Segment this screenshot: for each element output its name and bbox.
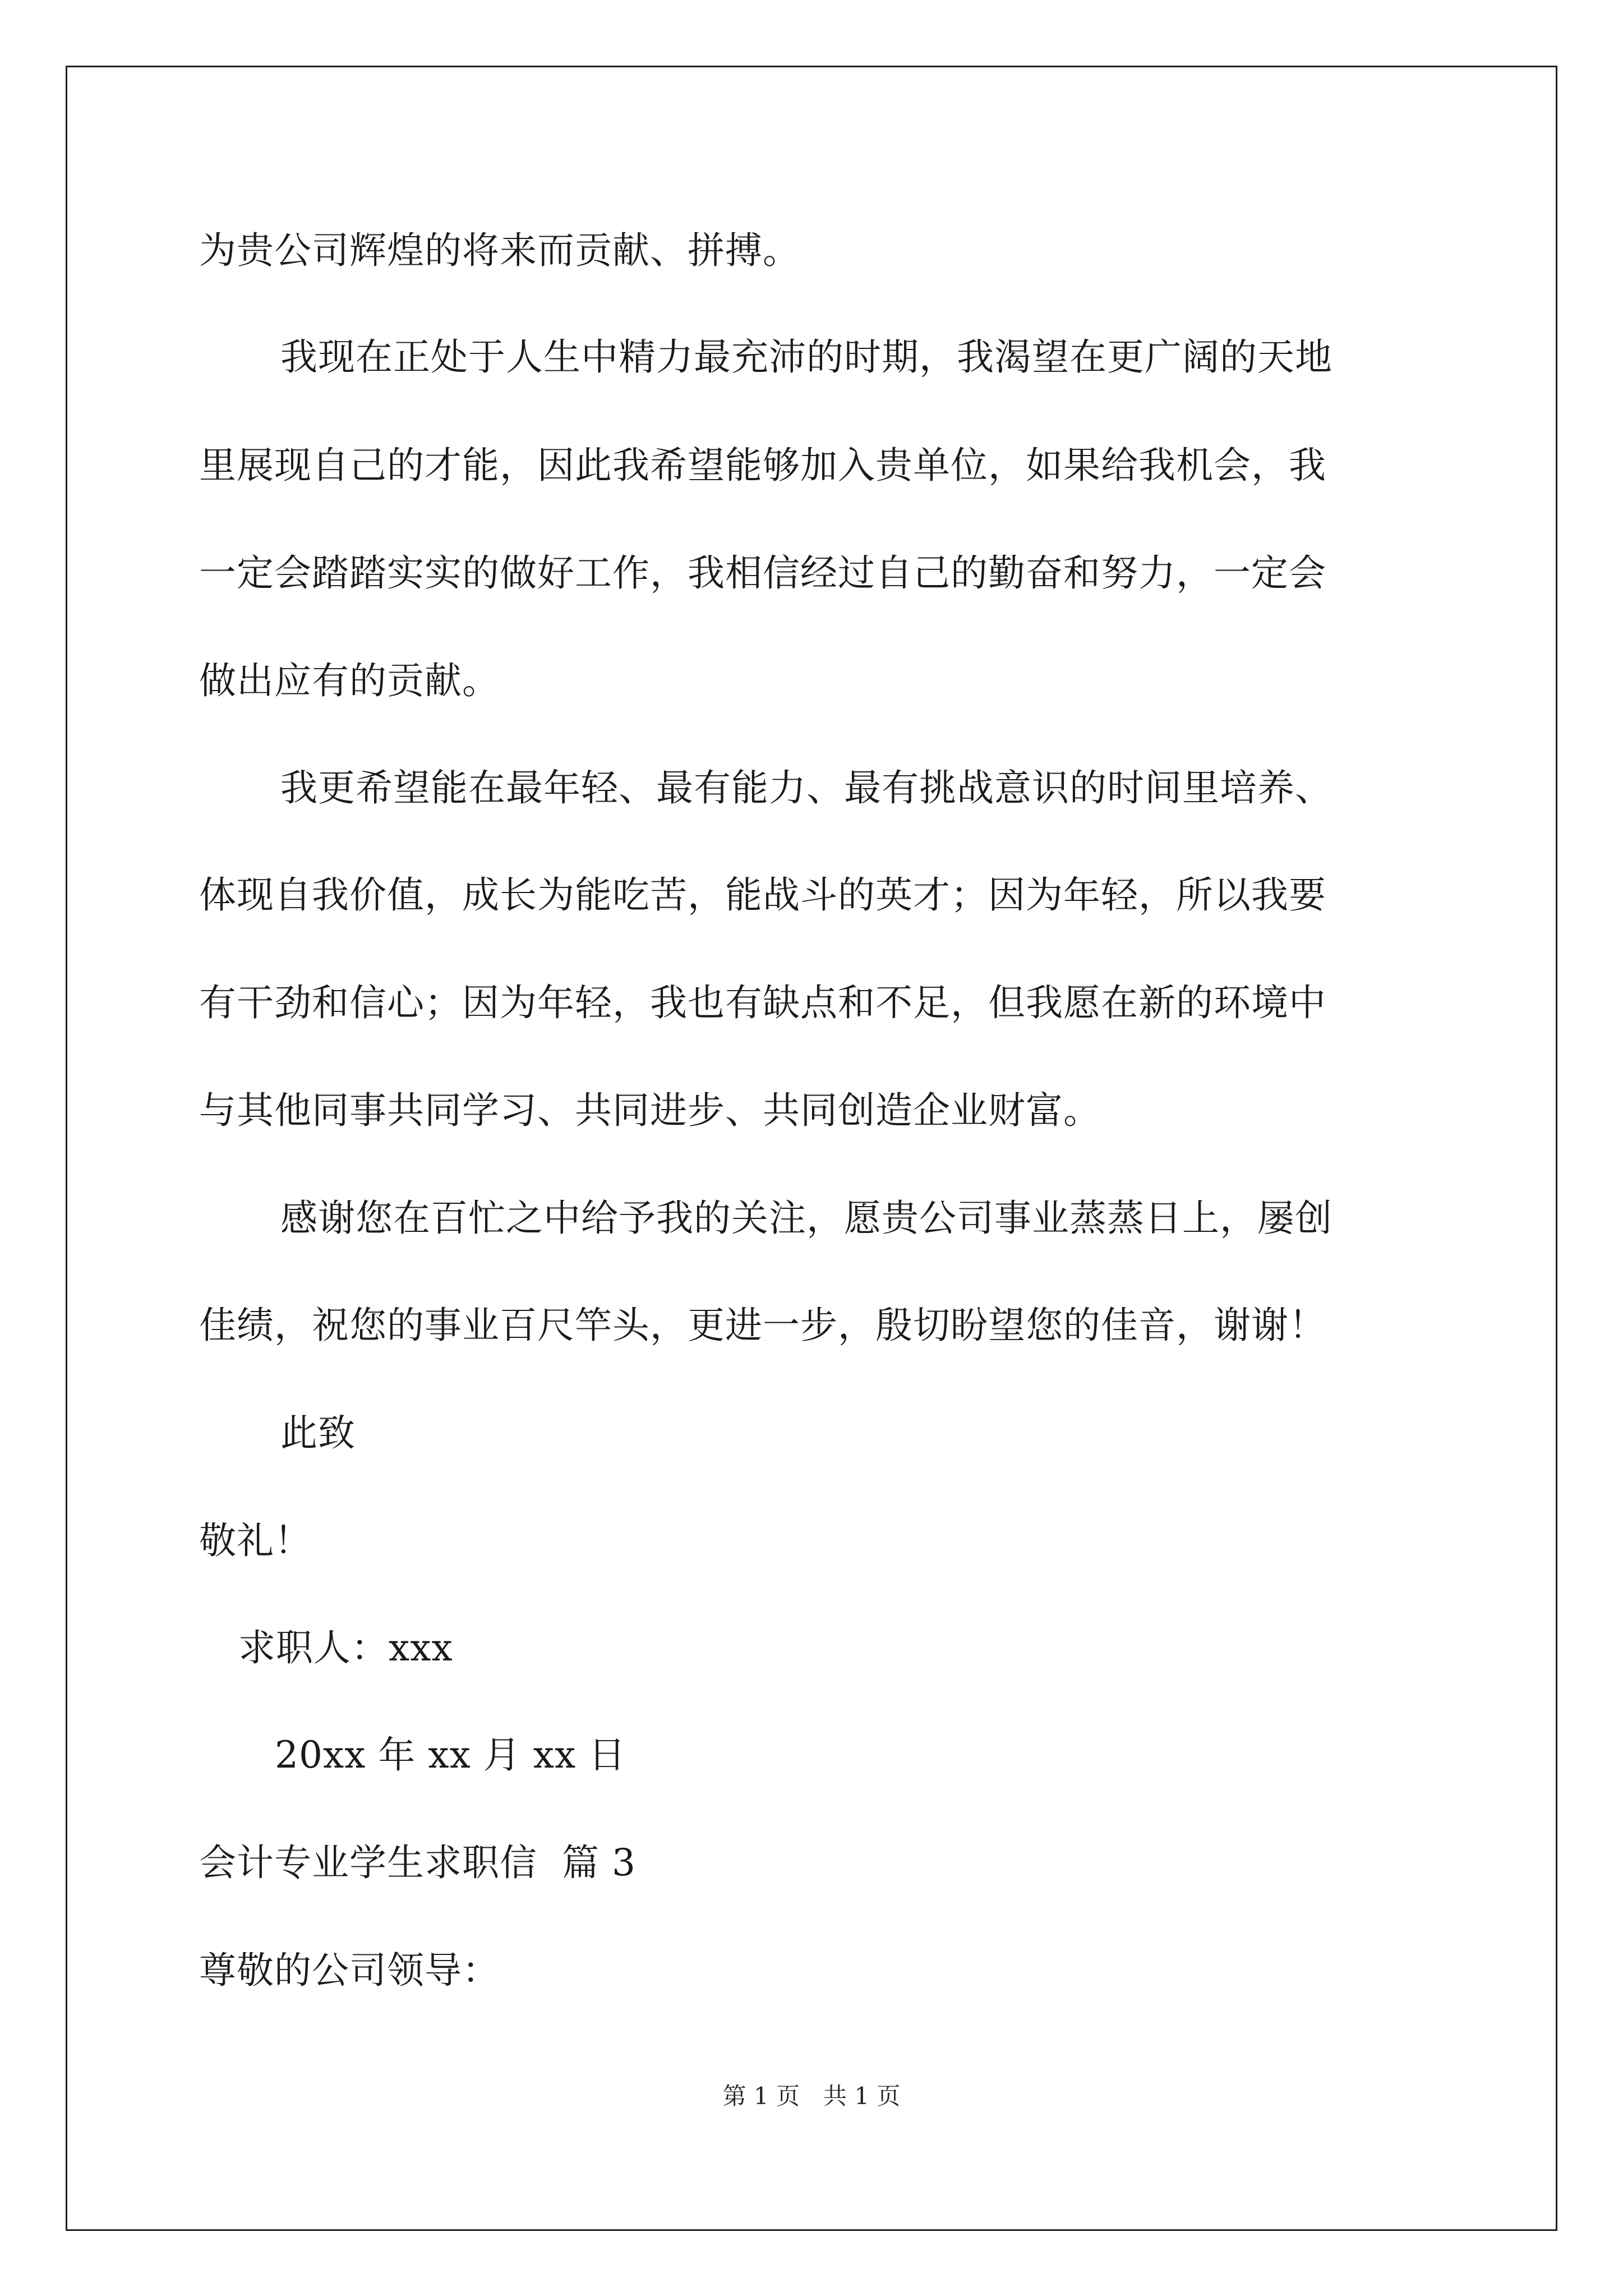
paragraph-3-line-4: 与其他同事共同学习、共同进步、共同创造企业财富。 bbox=[199, 1089, 1101, 1132]
section-heading: 会计专业学生求职信 篇 3 bbox=[199, 1841, 636, 1884]
footer-page-number: 第 1 页 bbox=[722, 2082, 800, 2110]
footer-total-pages: 共 1 页 bbox=[823, 2082, 901, 2110]
paragraph-4-line-2: 佳绩，祝您的事业百尺竿头，更进一步，殷切盼望您的佳音，谢谢！ bbox=[199, 1304, 1326, 1347]
signature-date: 20xx 年 xx 月 xx 日 bbox=[275, 1733, 626, 1777]
paragraph-2-line-2: 里展现自己的才能，因此我希望能够加入贵单位，如果给我机会，我 bbox=[199, 444, 1326, 487]
paragraph-2-line-1: 我现在正处于人生中精力最充沛的时期，我渴望在更广阔的天地 bbox=[280, 335, 1332, 379]
paragraph-3-line-1: 我更希望能在最年轻、最有能力、最有挑战意识的时间里培养、 bbox=[280, 766, 1332, 809]
paragraph-2-line-3: 一定会踏踏实实的做好工作，我相信经过自己的勤奋和努力，一定会 bbox=[199, 551, 1326, 595]
paragraph-3-line-2: 体现自我价值，成长为能吃苦，能战斗的英才；因为年轻，所以我要 bbox=[199, 873, 1326, 917]
paragraph-1-line-1: 为贵公司辉煌的将来而贡献、拼搏。 bbox=[199, 229, 800, 272]
paragraph-4-line-1: 感谢您在百忙之中给予我的关注，愿贵公司事业蒸蒸日上，屡创 bbox=[280, 1197, 1332, 1240]
page-footer bbox=[0, 2082, 1623, 2110]
closing-cizhi: 此致 bbox=[280, 1411, 356, 1455]
signature-name: 求职人：xxx bbox=[238, 1626, 453, 1669]
paragraph-2-line-4: 做出应有的贡献。 bbox=[199, 659, 500, 702]
page-border bbox=[66, 66, 1557, 2231]
salutation: 尊敬的公司领导： bbox=[199, 1949, 500, 1992]
paragraph-3-line-3: 有干劲和信心；因为年轻，我也有缺点和不足，但我愿在新的环境中 bbox=[199, 981, 1326, 1024]
closing-jingli: 敬礼！ bbox=[199, 1519, 312, 1562]
